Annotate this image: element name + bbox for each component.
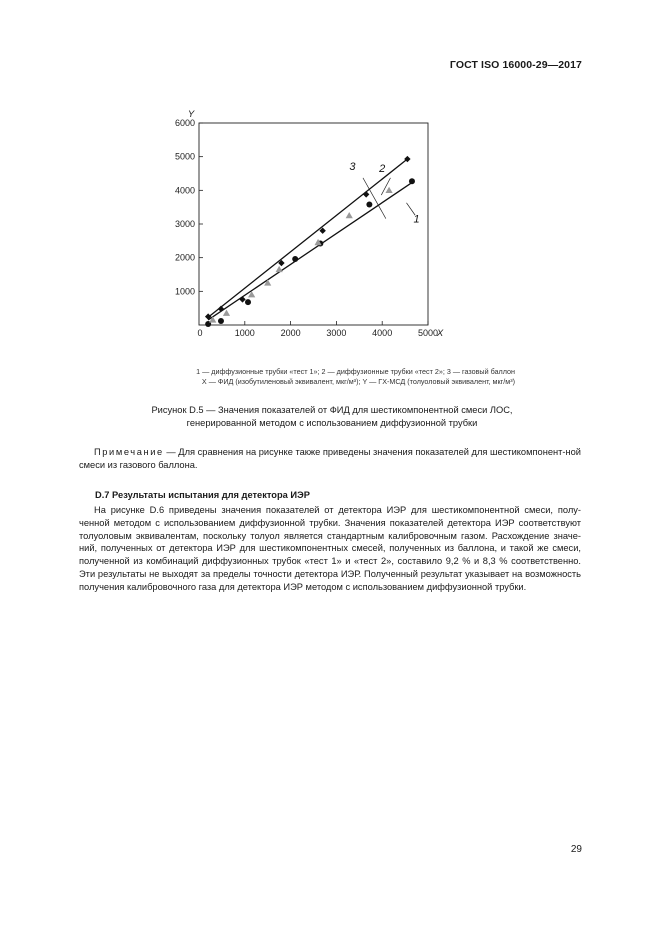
- standard-header: ГОСТ ISO 16000-29—2017: [449, 59, 582, 71]
- note-label: Примечание: [94, 447, 164, 457]
- legend-series: 1 — диффузионные трубки «тест 1»; 2 — диффузионные трубки «тест 2»; 3 — газовый баллон: [196, 367, 515, 376]
- chart-axes: [175, 109, 444, 339]
- point-series-3: [346, 212, 353, 218]
- point-series-1: [366, 201, 372, 207]
- point-series-1: [218, 318, 224, 324]
- point-series-2: [239, 296, 245, 302]
- page-number: 29: [570, 844, 582, 855]
- scatter-chart: [150, 95, 470, 343]
- plot-frame: [199, 123, 428, 325]
- fit-line-series-2: [208, 159, 407, 317]
- point-series-2: [218, 306, 224, 312]
- chart-fit-lines: [208, 159, 415, 320]
- figure-caption-line-2: генерированной методом с использованием диффузионной трубки: [186, 417, 478, 428]
- point-series-3: [264, 279, 271, 285]
- note-paragraph: [79, 446, 581, 472]
- section-heading: D.7 Результаты испытания для детектора ИЭР: [95, 490, 310, 500]
- series-label-3: 3: [349, 161, 356, 174]
- y-axis-label: Y: [187, 109, 195, 120]
- y-tick-label: 2000: [174, 252, 195, 263]
- fit-line-series-1: [208, 183, 412, 320]
- section-paragraph: На рисунке D.6 приведены значения показателей от детектора ИЭР для шестикомпонентной смеси, полу-ченной методом с использованием диффузионной трубки. Значения показателей детектора ИЭР соответствуют толуоловым эквивалентам, поскольку толуол является стандартным калибровочным газом. Расхождение значе-ний, полученных от детектора ИЭР для шестикомпонентных смесей, полученных из баллона, и такой же смеси, полученной из комбинаций диффузионных трубок «тест 1» и «тест 2», составило 9,2 % и 8,3 % соответственно. Эти результаты не выходят за пределы точности детектора ИЭР. Полученный результат указывает на возможность получения калибровочного газа для детектора ИЭР методом с использованием диффузионной трубки.: [79, 505, 581, 592]
- point-series-1: [292, 256, 298, 262]
- y-tick-label: 3000: [174, 219, 195, 229]
- point-series-3: [276, 266, 283, 272]
- x-tick-label: 2000: [280, 328, 301, 338]
- figure-caption: [70, 404, 594, 430]
- x-tick-label: 4000: [372, 328, 393, 338]
- leader-line-3: [363, 178, 386, 219]
- note-text: — Для сравнения на рисунке также приведены значения показателей для шестикомпонент-ной смеси из газового баллона.: [79, 447, 581, 470]
- point-series-1: [409, 178, 415, 184]
- point-series-1: [245, 299, 251, 305]
- x-tick-label: 3000: [326, 328, 347, 338]
- y-tick-label: 4000: [174, 185, 195, 196]
- series-label-2: 2: [379, 162, 386, 175]
- figure-caption-line-1: Рисунок D.5 — Значения показателей от ФИД для шестикомпонентной смеси ЛОС,: [151, 405, 513, 415]
- legend-axes: X — ФИД (изобутиленовый эквивалент, мкг/м³); Y — ГХ-МСД (толуоловый эквивалент, мкг/м³): [201, 377, 515, 386]
- x-tick-label: 1000: [234, 328, 255, 338]
- point-series-3: [385, 187, 392, 193]
- point-series-2: [363, 191, 369, 197]
- series-label-1: 1: [413, 213, 420, 226]
- y-tick-label: 5000: [174, 151, 195, 162]
- origin-label: 0: [197, 328, 203, 338]
- point-series-3: [223, 310, 230, 316]
- y-tick-label: 6000: [174, 118, 195, 128]
- y-tick-label: 1000: [174, 286, 195, 297]
- x-tick-label: 5000: [417, 328, 439, 338]
- x-axis-label: X: [436, 328, 444, 339]
